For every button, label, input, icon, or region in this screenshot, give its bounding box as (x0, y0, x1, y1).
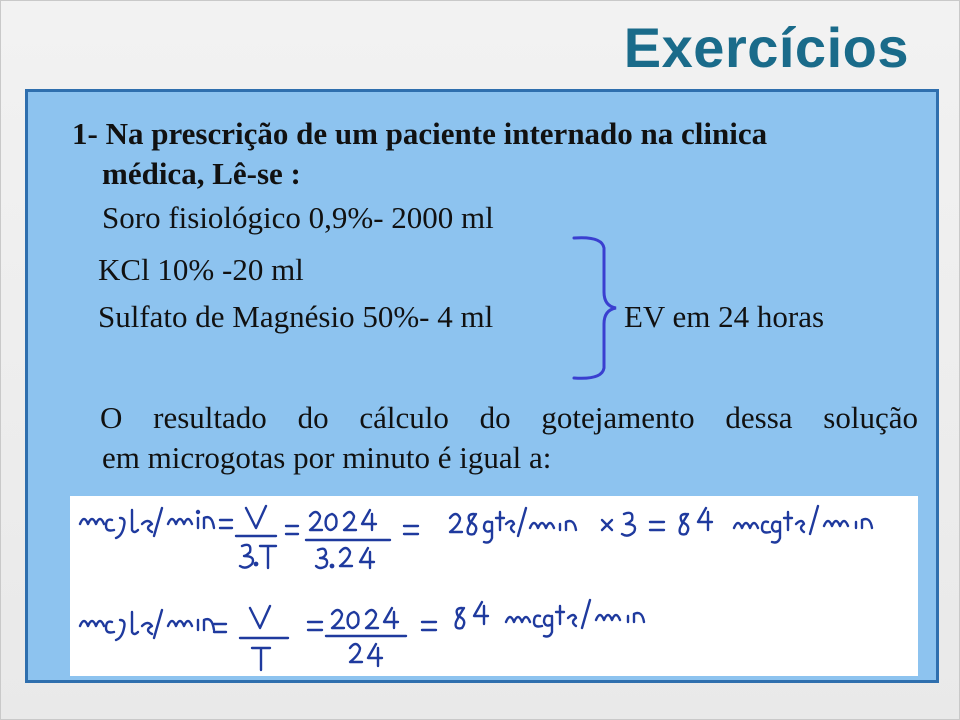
result-line-2: em microgotas por minuto é igual a: (102, 440, 552, 475)
question-line-2: médica, Lê-se : (102, 156, 301, 191)
prescription-item-magnesium: Sulfato de Magnésio 50%- 4 ml (98, 299, 494, 334)
content-panel (25, 89, 939, 683)
slide-title: Exercícios (623, 16, 909, 79)
handwritten-formula-image (70, 496, 918, 676)
prescription-item-saline: Soro fisiológico 0,9%- 2000 ml (102, 200, 494, 235)
result-line-1: O resultado do cálculo do gotejamento dessa solução (100, 400, 918, 435)
question-line-1: 1- Na prescrição de um paciente internado na clinica (72, 116, 768, 151)
curly-brace (568, 234, 618, 382)
prescription-item-kcl: KCl 10% -20 ml (98, 252, 304, 287)
handwritten-formulas (70, 496, 918, 676)
administration-route: EV em 24 horas (624, 299, 825, 334)
